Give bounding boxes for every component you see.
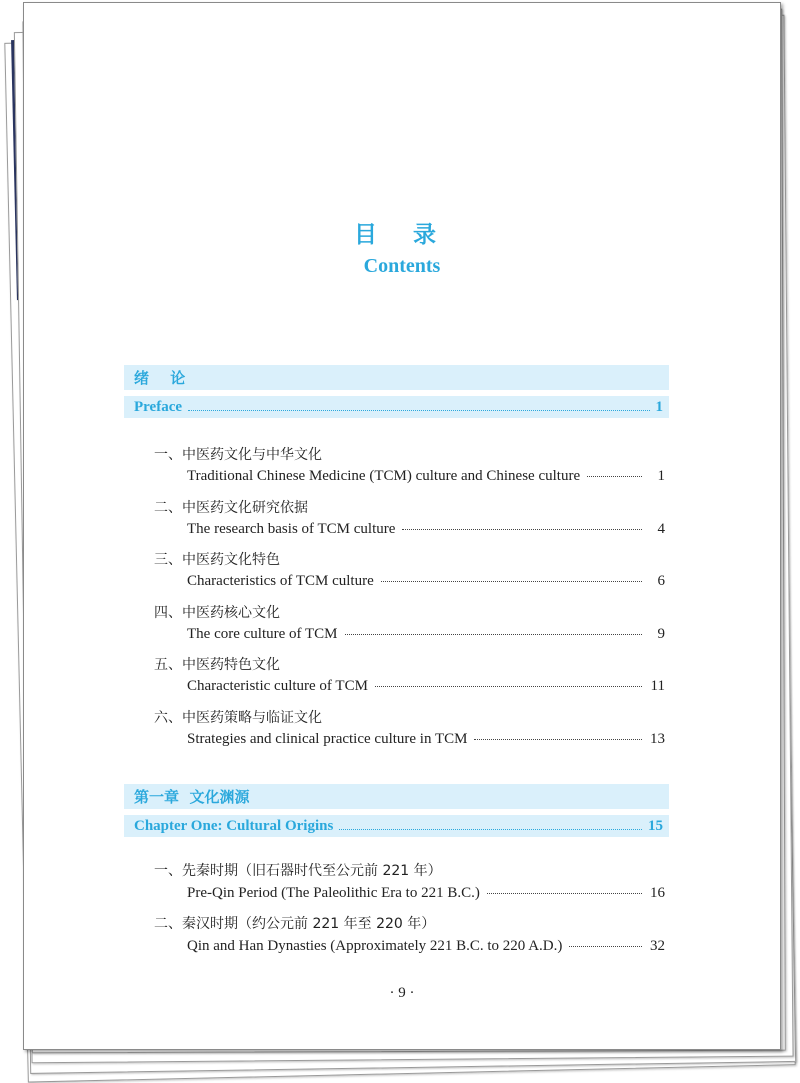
section-page-number: 15 <box>648 817 663 834</box>
toc-entry-cn: 六、中医药策略与临证文化 <box>154 710 322 726</box>
toc-entry-en[interactable] <box>187 468 665 485</box>
toc-entry-en-text: Characteristic culture of TCM <box>187 678 368 694</box>
toc-entry-cn: 二、中医药文化研究依据 <box>154 500 308 516</box>
section-heading-en-text: Preface <box>134 398 183 415</box>
section-heading-chapter1-cn <box>124 784 669 809</box>
leader-dots <box>188 410 649 411</box>
section-page-number: 1 <box>655 398 663 415</box>
toc-entry-page: 6 <box>657 573 665 589</box>
toc-entry-page: 13 <box>650 731 665 747</box>
leader-dots <box>474 739 642 740</box>
toc-title-english: Contents <box>363 255 441 277</box>
section-heading-preface-en[interactable] <box>124 396 669 418</box>
leader-dots <box>569 946 642 947</box>
leader-dots <box>587 476 642 477</box>
toc-entry-cn: 一、中医药文化与中华文化 <box>154 447 322 463</box>
toc-entry-page: 32 <box>650 938 665 954</box>
toc-entry-en-text: Pre-Qin Period (The Paleolithic Era to 221 B.C.) <box>187 885 480 901</box>
toc-entry-page: 1 <box>657 468 665 484</box>
toc-entry-en-text: The research basis of TCM culture <box>187 521 396 537</box>
toc-entry-en-text: Strategies and clinical practice culture in TCM <box>187 731 468 747</box>
leader-dots <box>339 829 642 830</box>
toc-entry-en[interactable] <box>187 678 665 695</box>
section-heading-chapter1-en[interactable] <box>124 815 669 837</box>
section-heading-cn-text: 绪 论 <box>134 369 194 387</box>
section-heading-preface-cn <box>124 365 669 390</box>
toc-entry-en-text: Characteristics of TCM culture <box>187 573 374 589</box>
toc-entry-cn: 五、中医药特色文化 <box>154 657 280 673</box>
page-number-footer: · 9 · <box>389 985 415 1001</box>
toc-entry-en-text: The core culture of TCM <box>187 626 338 642</box>
toc-entry-cn: 二、秦汉时期（约公元前 221 年至 220 年） <box>154 916 436 932</box>
toc-entry-en[interactable] <box>187 885 665 902</box>
toc-entry-page: 16 <box>650 885 665 901</box>
toc-entry-en-text: Qin and Han Dynasties (Approximately 221 B.C. to 220 A.D.) <box>187 938 563 954</box>
toc-title-chinese: 目 录 <box>353 222 450 248</box>
leader-dots <box>375 686 642 687</box>
toc-entry-en[interactable] <box>187 521 665 538</box>
section-heading-en-text: Chapter One: Cultural Origins <box>134 817 334 834</box>
toc-entry-page: 11 <box>650 678 665 694</box>
toc-entry-en[interactable] <box>187 938 665 955</box>
section-heading-cn-text: 第一章 文化渊源 <box>134 788 250 806</box>
toc-entry-en[interactable] <box>187 573 665 590</box>
toc-entry-en[interactable] <box>187 626 665 643</box>
toc-entry-page: 9 <box>657 626 665 642</box>
toc-entry-page: 4 <box>657 521 665 537</box>
leader-dots <box>345 634 642 635</box>
leader-dots <box>402 529 642 530</box>
leader-dots <box>381 581 642 582</box>
toc-entry-cn: 一、先秦时期（旧石器时代至公元前 221 年） <box>154 863 442 879</box>
toc-entry-cn: 三、中医药文化特色 <box>154 552 280 568</box>
leader-dots <box>487 893 642 894</box>
toc-entry-en[interactable] <box>187 731 665 748</box>
toc-entry-cn: 四、中医药核心文化 <box>154 605 280 621</box>
toc-page <box>23 2 781 1050</box>
toc-entry-en-text: Traditional Chinese Medicine (TCM) culture and Chinese culture <box>187 468 581 484</box>
